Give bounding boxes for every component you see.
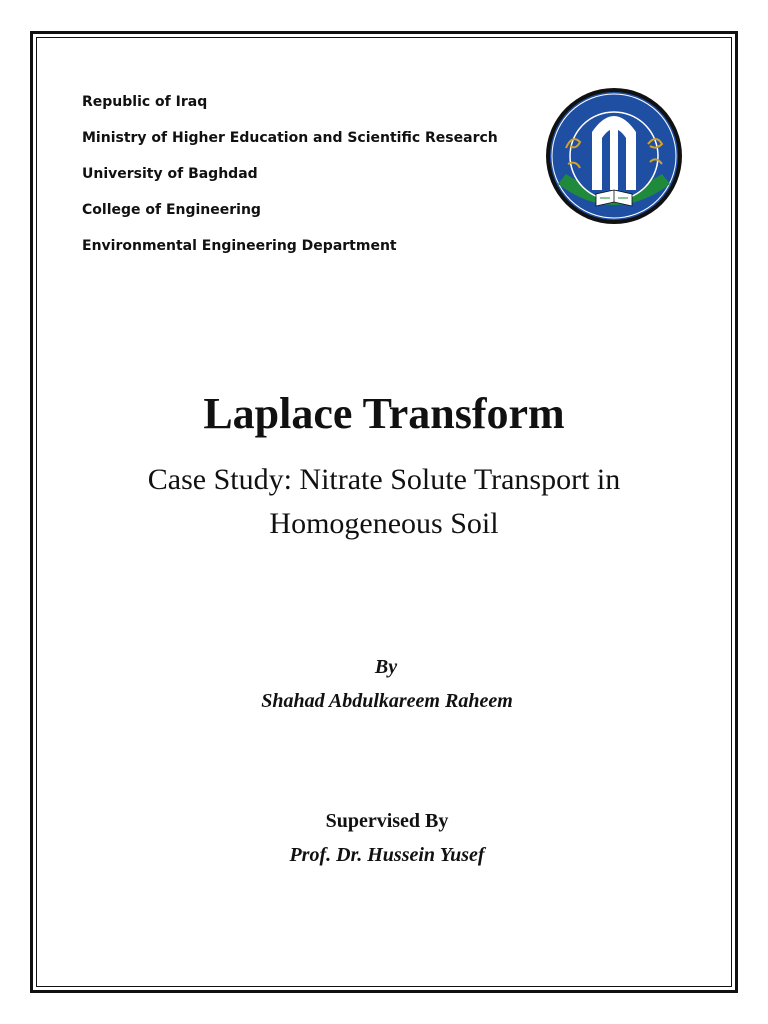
header-country: Republic of Iraq [82,94,208,110]
university-seal-icon [544,86,684,226]
author-name: Shahad Abdulkareem Raheem [261,690,513,712]
supervised-label: Supervised By [325,810,449,832]
header-ministry: Ministry of Higher Education and Scientific Research [82,130,498,146]
header-college: College of Engineering [82,202,261,218]
document-subtitle: Case Study: Nitrate Solute Transport in Homogeneous Soil [147,463,621,540]
by-label: By [374,656,398,678]
supervisor-name: Prof. Dr. Hussein Yusef [289,844,485,866]
header-department: Environmental Engineering Department [82,238,397,254]
header-university: University of Baghdad [82,166,258,182]
document-title: Laplace Transform [203,389,565,438]
institution-header [82,92,498,272]
